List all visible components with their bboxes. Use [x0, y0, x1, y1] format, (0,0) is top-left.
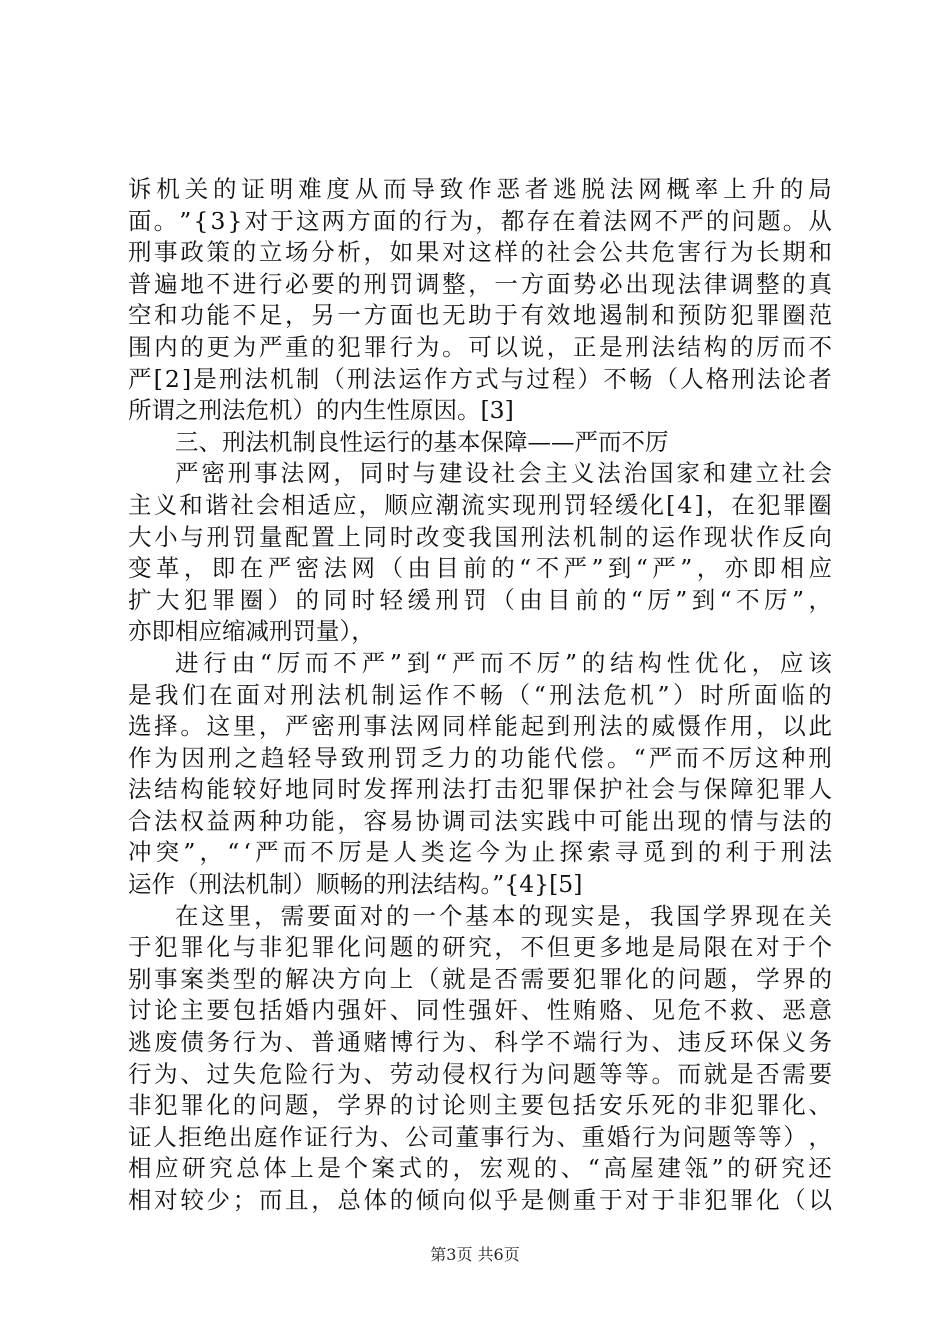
text-line: 围 内 的 更 为 严 重 的 犯 罪 行 为 。 可 以 说 ， 正 是 刑 法 结 构 的 厉 而 不 [128, 332, 832, 361]
section-heading: 三、刑法机制良性运行的基本保障——严而不厉 [175, 427, 669, 456]
text-line: 非 犯 罪 化 的 问 题 ， 学 界 的 讨 论 则 主 要 包 括 安 乐 死 的 非 犯 罪 化 、 [128, 1091, 832, 1120]
text-line: 亦即相应缩减刑罚量）， [128, 617, 375, 646]
text-line: 严 密 刑 事 法 网 ， 同 时 与 建 设 社 会 主 义 法 治 国 家 和 建 立 社 会 [175, 459, 832, 488]
text-line: 行 为 、 过 失 危 险 行 为 、 劳 动 侵 权 行 为 问 题 等 等 。 而 就 是 否 需 要 [128, 1059, 832, 1088]
text-line: 刑 事 政 策 的 立 场 分 析 ， 如 果 对 这 样 的 社 会 公 共 危 害 行 为 长 期 和 [128, 238, 832, 267]
text-line: 是 我 们 在 面 对 刑 法 机 制 运 作 不 畅 （ “ 刑 法 危 机 ” ） 时 所 面 临 的 [128, 680, 832, 709]
text-line: 进 行 由 “ 厉 而 不 严 ” 到 “ 严 而 不 厉 ” 的 结 构 性 优 化 ， 应 该 [175, 648, 832, 677]
text-line: 诉 机 关 的 证 明 难 度 从 而 导 致 作 恶 者 逃 脱 法 网 概 率 上 升 的 局 [128, 175, 832, 203]
text-line: 运作（刑法机制）顺畅的刑法结构。”{4}[5] [128, 870, 583, 899]
page-footer: 第3页 共6页 [430, 1245, 520, 1264]
text-line: 变 革 ， 即 在 严 密 法 网 （ 由 目 前 的 “ 不 严 ” 到 “ 严 ” ， 亦 即 相 应 [128, 554, 832, 583]
text-line: 主 义 和 谐 社 会 相 适 应 ， 顺 应 潮 流 实 现 刑 罚 轻 缓 化 [ 4 ] ， 在 犯 罪 圈 [128, 490, 832, 519]
text-line: 扩 大 犯 罪 圈 ） 的 同 时 轻 缓 刑 罚 （ 由 目 前 的 “ 厉 ” 到 “ 不 厉 ” ， [128, 585, 832, 614]
text-line: 相 应 研 究 总 体 上 是 个 案 式 的 ， 宏 观 的 、 “ 高 屋 建 瓴 ” 的 研 究 还 [128, 1154, 832, 1183]
text-line: 所谓之刑法危机）的内生性原因。[3] [128, 396, 514, 425]
text-line: 讨 论 主 要 包 括 婚 内 强 奸 、 同 性 强 奸 、 性 贿 赂 、 见 危 不 救 、 恶 意 [128, 996, 832, 1025]
text-line: 相 对 较 少 ； 而 且 ， 总 体 的 倾 向 似 乎 是 侧 重 于 对 于 非 犯 罪 化 （ 以 [128, 1186, 832, 1214]
text-line: 空 和 功 能 不 足 ， 另 一 方 面 也 无 助 于 有 效 地 遏 制 和 预 防 犯 罪 圈 范 [128, 301, 832, 330]
text-line: 普 遍 地 不 进 行 必 要 的 刑 罚 调 整 ， 一 方 面 势 必 出 现 法 律 调 整 的 真 [128, 269, 832, 298]
text-line: 于 犯 罪 化 与 非 犯 罪 化 问 题 的 研 究 ， 不 但 更 多 地 是 局 限 在 对 于 个 [128, 933, 832, 962]
text-line: 大 小 与 刑 罚 量 配 置 上 同 时 改 变 我 国 刑 法 机 制 的 运 作 现 状 作 反 向 [128, 522, 832, 551]
text-line: 证 人 拒 绝 出 庭 作 证 行 为 、 公 司 董 事 行 为 、 重 婚 行 为 问 题 等 等 ） ， [128, 1122, 832, 1151]
text-line: 冲 突 ” ， “ ‘ 严 而 不 厉 是 人 类 迄 今 为 止 探 索 寻 觅 到 的 利 于 刑 法 [128, 838, 832, 867]
text-line: 法 结 构 能 较 好 地 同 时 发 挥 刑 法 打 击 犯 罪 保 护 社 会 与 保 障 犯 罪 人 [128, 775, 832, 804]
document-body [128, 174, 832, 1217]
text-line: 作 为 因 刑 之 趋 轻 导 致 刑 罚 乏 力 的 功 能 代 偿 。 “ 严 而 不 厉 这 种 刑 [128, 743, 832, 772]
text-line: 逃 废 债 务 行 为 、 普 通 赌 博 行 为 、 科 学 不 端 行 为 、 违 反 环 保 义 务 [128, 1028, 832, 1057]
text-line: 在 这 里 ， 需 要 面 对 的 一 个 基 本 的 现 实 是 ， 我 国 学 界 现 在 关 [175, 901, 832, 930]
text-line: 严 [ 2 ] 是 刑 法 机 制 （ 刑 法 运 作 方 式 与 过 程 ） 不 畅 （ 人 格 刑 法 论 者 [128, 364, 832, 393]
text-line: 面 。 ” { 3 } 对 于 这 两 方 面 的 行 为 ， 都 存 在 着 法 网 不 严 的 问 题 。 从 [128, 206, 832, 235]
text-line: 选 择 。 这 里 ， 严 密 刑 事 法 网 同 样 能 起 到 刑 法 的 威 慑 作 用 ， 以 此 [128, 712, 832, 741]
text-line: 合 法 权 益 两 种 功 能 ， 容 易 协 调 司 法 实 践 中 可 能 出 现 的 情 与 法 的 [128, 806, 832, 835]
text-line: 别 事 案 类 型 的 解 决 方 向 上 （ 就 是 否 需 要 犯 罪 化 的 问 题 ， 学 界 的 [128, 964, 832, 993]
